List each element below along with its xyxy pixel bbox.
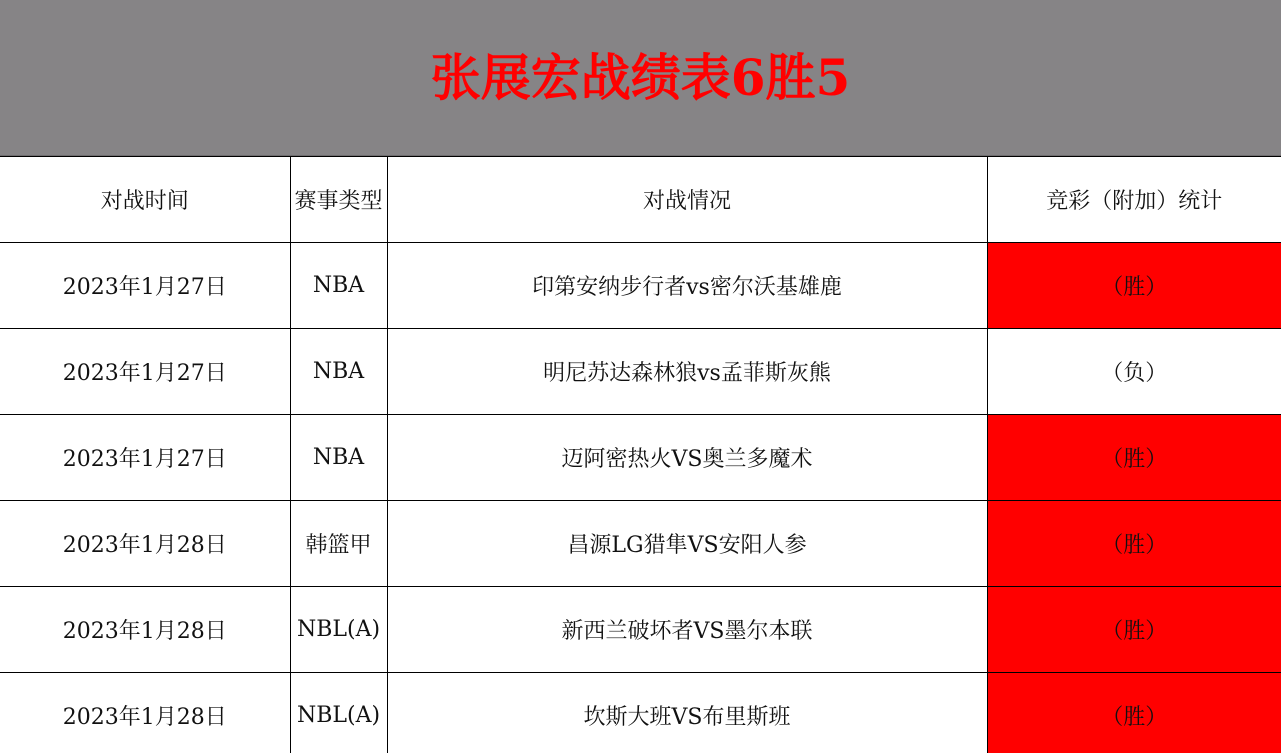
type-cell[interactable]: 韩篮甲 — [290, 501, 387, 587]
table-row — [0, 673, 1281, 753]
type-cell[interactable]: NBA — [290, 415, 387, 501]
date-cell[interactable]: 2023年1月28日 — [0, 587, 290, 673]
result-cell[interactable]: （胜） — [987, 243, 1281, 329]
title-bar — [0, 0, 1281, 156]
date-cell[interactable]: 2023年1月28日 — [0, 501, 290, 587]
page-title: 张展宏战绩表6胜5 — [430, 47, 851, 107]
header-date[interactable]: 对战时间 — [0, 157, 290, 243]
match-cell[interactable]: 新西兰破坏者VS墨尔本联 — [387, 587, 987, 673]
table-row — [0, 329, 1281, 415]
match-cell[interactable]: 明尼苏达森林狼vs孟菲斯灰熊 — [387, 329, 987, 415]
result-cell[interactable]: （负） — [987, 329, 1281, 415]
date-cell[interactable]: 2023年1月27日 — [0, 243, 290, 329]
header-type[interactable]: 赛事类型 — [290, 157, 387, 243]
type-cell[interactable]: NBA — [290, 243, 387, 329]
match-cell[interactable]: 印第安纳步行者vs密尔沃基雄鹿 — [387, 243, 987, 329]
result-cell[interactable]: （胜） — [987, 415, 1281, 501]
record-table — [0, 156, 1281, 753]
type-cell[interactable]: NBA — [290, 329, 387, 415]
type-cell[interactable]: NBL(A) — [290, 587, 387, 673]
match-cell[interactable]: 坎斯大班VS布里斯班 — [387, 673, 987, 753]
match-cell[interactable]: 迈阿密热火VS奥兰多魔术 — [387, 415, 987, 501]
header-row — [0, 157, 1281, 243]
result-cell[interactable]: （胜） — [987, 673, 1281, 753]
table-row — [0, 243, 1281, 329]
table-row — [0, 501, 1281, 587]
result-cell[interactable]: （胜） — [987, 587, 1281, 673]
type-cell[interactable]: NBL(A) — [290, 673, 387, 753]
header-result[interactable]: 竞彩（附加）统计 — [987, 157, 1281, 243]
table-row — [0, 415, 1281, 501]
result-cell[interactable]: （胜） — [987, 501, 1281, 587]
date-cell[interactable]: 2023年1月27日 — [0, 329, 290, 415]
date-cell[interactable]: 2023年1月28日 — [0, 673, 290, 753]
header-match[interactable]: 对战情况 — [387, 157, 987, 243]
date-cell[interactable]: 2023年1月27日 — [0, 415, 290, 501]
match-cell[interactable]: 昌源LG猎隼VS安阳人参 — [387, 501, 987, 587]
table-row — [0, 587, 1281, 673]
